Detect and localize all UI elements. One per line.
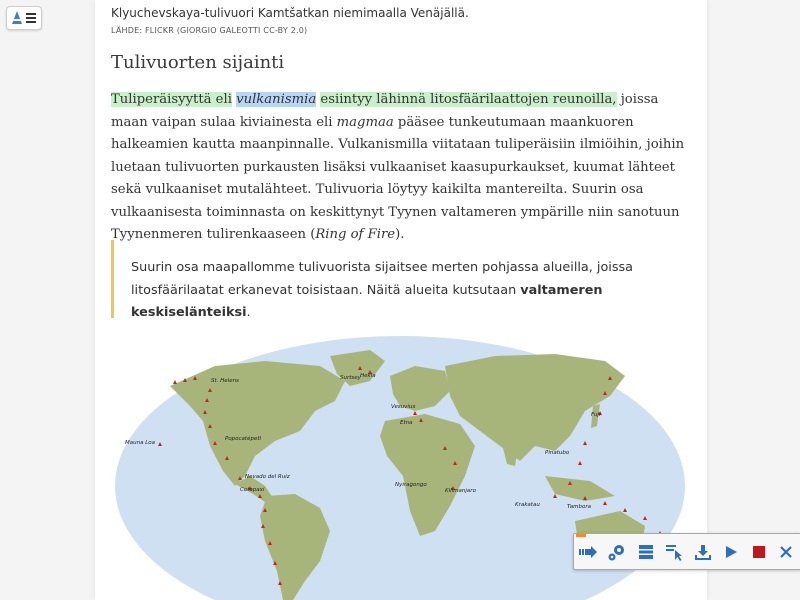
map-label: Kilimanjaro bbox=[445, 488, 476, 494]
callout-quote bbox=[111, 240, 684, 318]
select-text-icon bbox=[666, 543, 684, 561]
highlighted-text: Tuliperäisyyttä eli bbox=[111, 92, 232, 107]
quote-text-part: . bbox=[246, 305, 251, 320]
speech-toolbar bbox=[573, 533, 800, 570]
continue-reading-icon bbox=[579, 545, 597, 559]
highlighted-text: esiintyy lähinnä litosfäärilaattojen reunoilla, bbox=[320, 92, 617, 107]
download-button[interactable] bbox=[691, 540, 715, 564]
select-text-button[interactable] bbox=[663, 540, 687, 564]
layout-button[interactable] bbox=[634, 540, 658, 564]
map-label: Popocatépetl bbox=[225, 436, 262, 442]
body-text: joissa maan vaipan sulaa kiviainesta eli bbox=[111, 92, 659, 130]
body-text: pääsee tunkeutumaan maankuoren halkeamien kautta maanpinnalle. Vulkanismilla viitataan tuliperäisiin ilmiöihin, joihin luetaan tulivuorten purkausten lisäksi vulkaaniset kaasupurkaukset, kuumat lähteet sekä vulkaaniset mutalähteet. Tulivuoria löytyy kaikilta mantereilta. Suurin osa vulkaanisesta toiminnasta on keskittynyt Tyynen valtameren ympärille niin sanotuun Tyynenmeren tulirenkaaseen ( bbox=[111, 114, 685, 242]
body-paragraph bbox=[111, 89, 687, 247]
map-label: Mauna Loa bbox=[125, 440, 156, 446]
download-icon bbox=[695, 544, 711, 560]
map-label: St. Helens bbox=[211, 378, 239, 384]
map-label: Pinatubo bbox=[545, 450, 570, 456]
map-label: Vesuvius bbox=[391, 404, 416, 410]
toolbar-accent bbox=[576, 534, 586, 537]
quote-text bbox=[131, 257, 681, 325]
map-label: Krakatau bbox=[515, 502, 540, 508]
map-label: Hekla bbox=[360, 373, 376, 379]
map-label: Nevado del Ruiz bbox=[245, 474, 290, 480]
article-page bbox=[95, 0, 707, 600]
settings-button[interactable] bbox=[605, 540, 629, 564]
reader-menu-button[interactable] bbox=[6, 6, 42, 30]
play-icon bbox=[724, 545, 738, 559]
stop-button[interactable] bbox=[747, 540, 771, 564]
reader-menu-icon bbox=[7, 7, 41, 29]
close-icon bbox=[779, 545, 793, 559]
body-text: ). bbox=[395, 227, 405, 242]
body-text-italic: Ring of Fire bbox=[315, 227, 396, 242]
map-label: Etna bbox=[400, 420, 413, 426]
layout-icon bbox=[638, 544, 654, 560]
map-label: Nyiragongo bbox=[395, 482, 427, 488]
continue-reading-button[interactable] bbox=[576, 540, 600, 564]
section-heading: Tulivuorten sijainti bbox=[111, 52, 285, 73]
play-button[interactable] bbox=[719, 540, 743, 564]
stop-icon bbox=[752, 545, 766, 559]
close-button[interactable] bbox=[774, 540, 798, 564]
map-label: Surtsey bbox=[340, 375, 361, 381]
map-label: Fuji bbox=[591, 412, 601, 418]
current-word-highlight: vulkanismia bbox=[236, 92, 317, 107]
map-label: Tambora bbox=[567, 504, 591, 510]
settings-icon bbox=[608, 543, 626, 561]
quote-bold-term: valtameren keskiselänteiksi bbox=[131, 282, 603, 320]
map-label: Cotopaxi bbox=[240, 487, 265, 493]
body-text-italic: magmaa bbox=[336, 114, 394, 130]
image-caption: Klyuchevskaya-tulivuori Kamtšatkan niemimaalla Venäjällä. bbox=[111, 6, 469, 20]
quote-text-part: Suurin osa maapallomme tulivuorista sijaitsee merten pohjassa alueilla, joissa litosfäärilaatat erkanevat toisistaan. Näitä alueita kutsutaan bbox=[131, 260, 634, 298]
image-source: LÄHDE: FLICKR (GIORGIO GALEOTTI CC-BY 2.0) bbox=[111, 26, 308, 35]
